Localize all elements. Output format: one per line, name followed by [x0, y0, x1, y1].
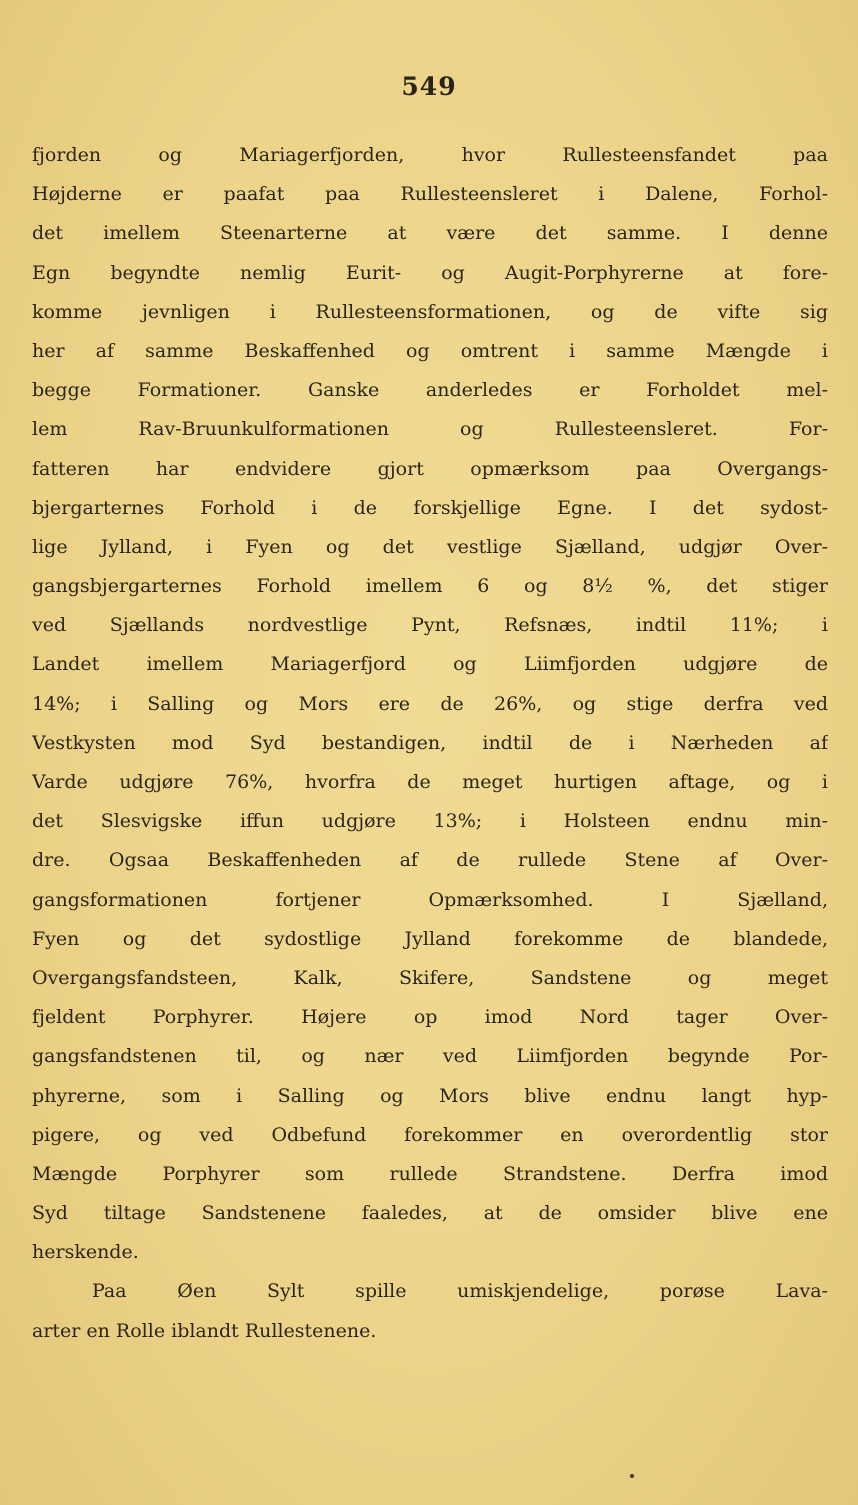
body-text [32, 136, 828, 1351]
text-line: gangsformationen fortjener Opmærksomhed. I Sjælland, [32, 888, 828, 911]
text-line: gangsfandstenen til, og nær ved Liimfjorden begynde Por- [32, 1045, 828, 1068]
text-line: fatteren har endvidere gjort opmærksom paa Overgangs- [32, 457, 828, 480]
text-line: Højderne er paafat paa Rullesteensleret i Dalene, Forhol- [32, 183, 828, 206]
page-number: 549 [401, 72, 457, 101]
text-line: gangsbjergarternes Forhold imellem 6 og 8½ %, det stiger [32, 575, 828, 598]
text-line: bjergarternes Forhold i de forskjellige Egne. I det sydost- [32, 496, 828, 519]
text-line: Mængde Porphyrer som rullede Strandstene. Derfra imod [32, 1162, 828, 1185]
paragraph-end-line: herskende. [32, 1241, 139, 1264]
text-line: Overgangsfandsteen, Kalk, Skifere, Sandstene og meget [32, 966, 828, 989]
text-line: komme jevnligen i Rullesteensformationen, og de vifte sig [32, 300, 828, 323]
text-line: Syd tiltage Sandstenene faaledes, at de omsider blive ene [32, 1202, 828, 1225]
text-line: Varde udgjøre 76%, hvorfra de meget hurtigen aftage, og i [32, 771, 828, 793]
text-line: phyrerne, som i Salling og Mors blive endnu langt hyp- [32, 1084, 828, 1107]
text-line: Landet imellem Mariagerfjord og Liimfjorden udgjøre de [32, 653, 828, 676]
text-line: ved Sjællands nordvestlige Pynt, Refsnæs, indtil 11%; i [32, 614, 828, 637]
paper-speck [630, 1474, 634, 1478]
text-line: fjeldent Porphyrer. Højere op imod Nord tager Over- [32, 1006, 828, 1029]
text-line: Vestkysten mod Syd bestandigen, indtil de i Nærheden af [32, 731, 828, 754]
paragraph-start-line: Paa Øen Sylt spille umiskjendelige, porøse Lava- [92, 1280, 828, 1303]
text-line: begge Formationer. Ganske anderledes er Forholdet mel- [32, 379, 828, 402]
text-line: lem Rav-Bruunkulformationen og Rullesteensleret. For- [32, 418, 828, 441]
paragraph-end-line: arter en Rolle iblandt Rullestenene. [32, 1319, 377, 1342]
text-line: lige Jylland, i Fyen og det vestlige Sjælland, udgjør Over- [32, 535, 828, 558]
text-line: 14%; i Salling og Mors ere de 26%, og stige derfra ved [32, 692, 828, 715]
text-line: her af samme Beskaffenhed og omtrent i samme Mængde i [32, 339, 828, 362]
text-line: pigere, og ved Odbefund forekommer en overordentlig stor [32, 1123, 828, 1146]
text-line: fjorden og Mariagerfjorden, hvor Rullesteensfandet paa [32, 144, 828, 166]
text-line: Fyen og det sydostlige Jylland forekomme de blandede, [32, 927, 828, 950]
text-line: Egn begyndte nemlig Eurit- og Augit-Porphyrerne at fore- [32, 261, 828, 284]
text-line: det Slesvigske iffun udgjøre 13%; i Holsteen endnu min- [32, 810, 828, 833]
text-line: det imellem Steenarterne at være det samme. I denne [32, 222, 828, 245]
text-line: dre. Ogsaa Beskaffenheden af de rullede Stene af Over- [32, 849, 828, 872]
